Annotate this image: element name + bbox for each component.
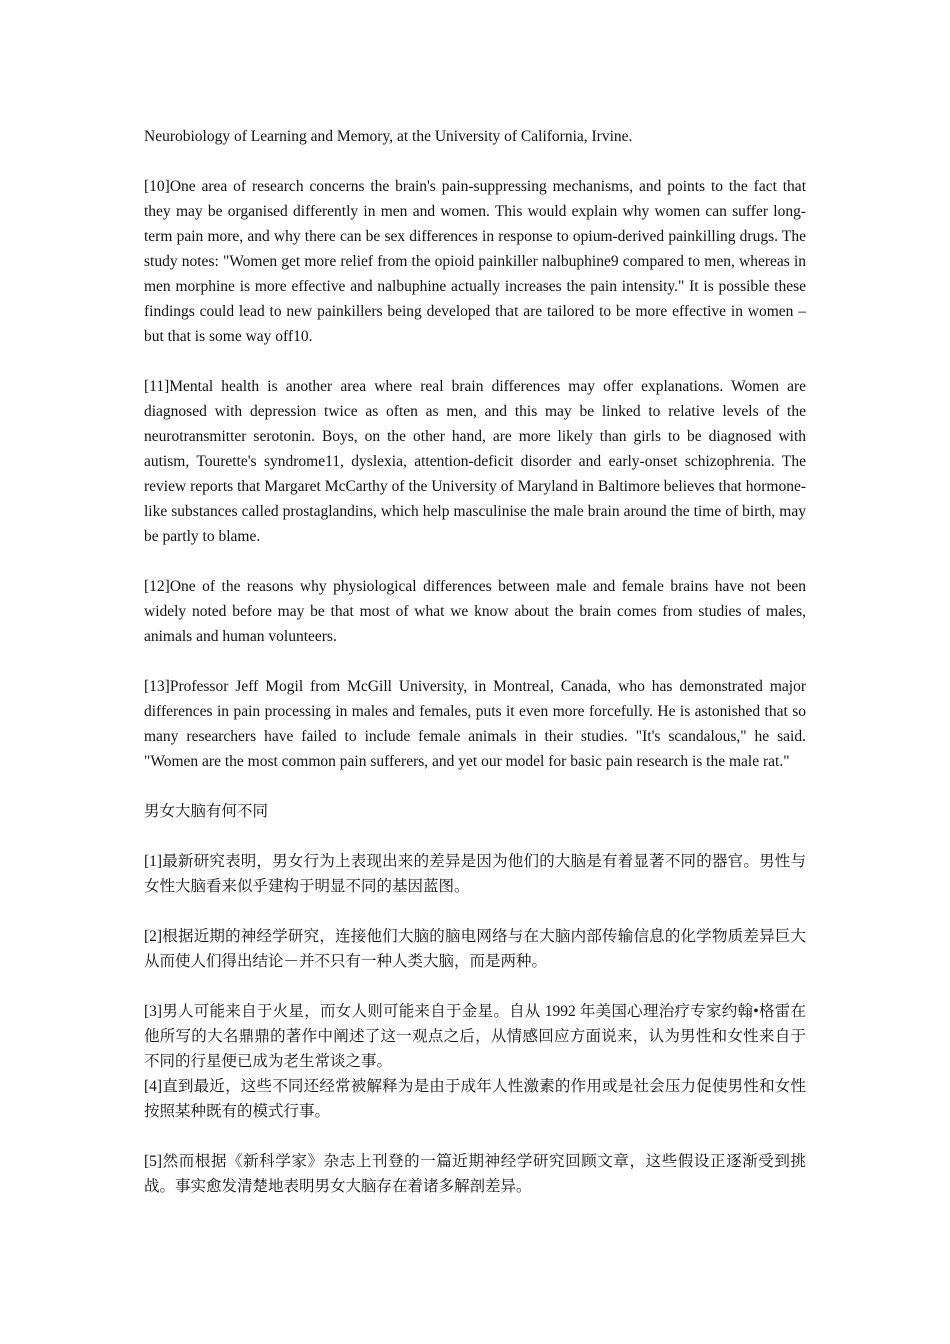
paragraph-cn-3: [3]男人可能来自于火星，而女人则可能来自于金星。自从 1992 年美国心理治疗专家约翰•格雷在他所写的大名鼎鼎的著作中阐述了这一观点之后，从情感回应方面说来，认为男性和女性来自于不同的行星便已成为老生常谈之事。 [144, 1003, 806, 1070]
paragraph-cn-2: [2]根据近期的神经学研究，连接他们大脑的脑电网络与在大脑内部传输信息的化学物质差异巨大从而使人们得出结论－并不只有一种人类大脑，而是两种。 [144, 928, 806, 970]
paragraph-11: [11]Mental health is another area where real brain differences may offer explanations. Women are diagnosed with depression twice as often as men, and this may be linked to relative levels of the neurotransmitter serotonin. Boys, on the other hand, are more likely than girls to be diagnosed with autism, Tourette's syndrome11, dyslexia, attention-deficit disorder and early-onset schizophrenia. The review reports that Margaret McCarthy of the University of Maryland in Baltimore believes that hormone-like substances called prostaglandins, which help masculinise the male brain around the time of birth, may be partly to blame. [144, 378, 806, 545]
paragraph-intro: Neurobiology of Learning and Memory, at the University of California, Irvine. [144, 128, 633, 145]
paragraph-cn-1: [1]最新研究表明，男女行为上表现出来的差异是因为他们的大脑是有着显著不同的器官。男性与女性大脑看来似乎建构于明显不同的基因蓝图。 [144, 853, 806, 895]
paragraph-13: [13]Professor Jeff Mogil from McGill University, in Montreal, Canada, who has demonstrated major differences in pain processing in males and females, puts it even more forcefully. He is astonished that so many researchers have failed to include female animals in their studies. "It's scandalous," he said. "Women are the most common pain sufferers, and yet our model for basic pain research is the male rat." [144, 678, 806, 770]
paragraph-cn-4: [4]直到最近，这些不同还经常被解释为是由于成年人性激素的作用或是社会压力促使男性和女性按照某种既有的模式行事。 [144, 1078, 806, 1120]
document-page [144, 124, 806, 1224]
paragraph-cn-5: [5]然而根据《新科学家》杂志上刊登的一篇近期神经学研究回顾文章，这些假设正逐渐受到挑战。事实愈发清楚地表明男女大脑存在着诸多解剖差异。 [144, 1153, 806, 1195]
paragraph-12: [12]One of the reasons why physiological differences between male and female brains have not been widely noted before may be that most of what we know about the brain comes from studies of males, animals and human volunteers. [144, 578, 806, 645]
chinese-title: 男女大脑有何不同 [144, 803, 269, 820]
paragraph-10: [10]One area of research concerns the brain's pain-suppressing mechanisms, and points to the fact that they may be organised differently in men and women. This would explain why women can suffer long-term pain more, and why there can be sex differences in response to opium-derived painkilling drugs. The study notes: "Women get more relief from the opioid painkiller nalbuphine9 compared to men, whereas in men morphine is more effective and nalbuphine actually increases the pain intensity." It is possible these findings could lead to new painkillers being developed that are tailored to be more effective in women – but that is some way off10. [144, 178, 806, 345]
